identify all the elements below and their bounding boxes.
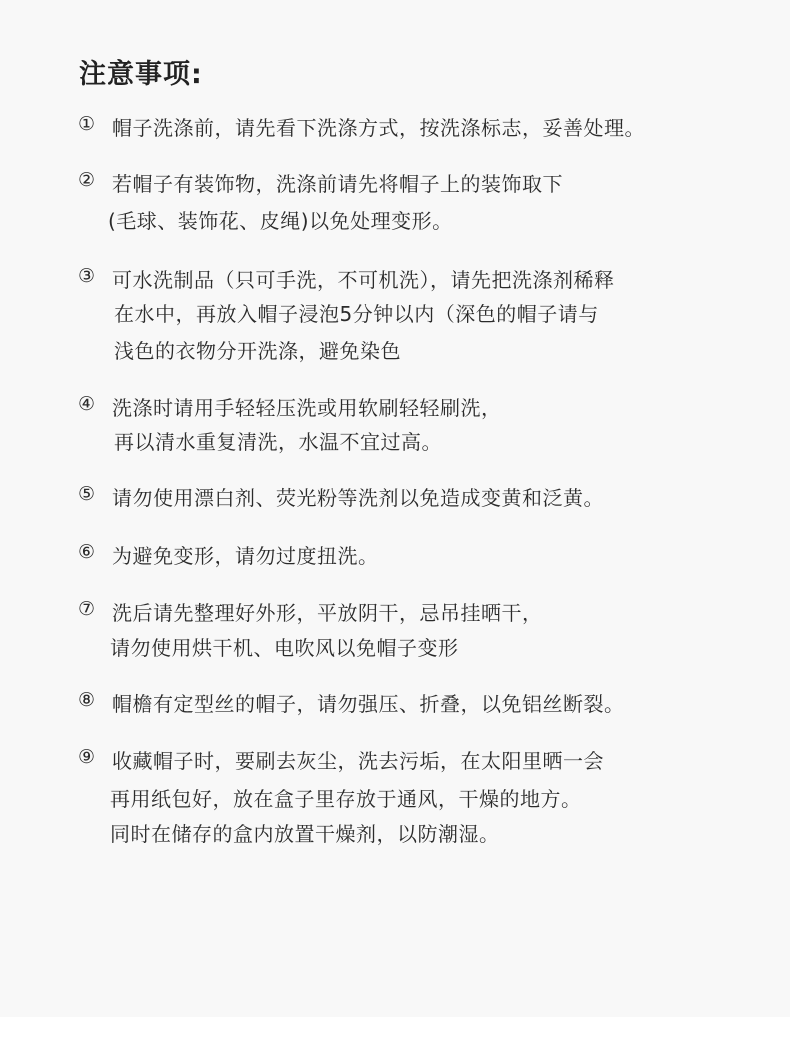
item-text-line: 同时在储存的盒内放置干燥剂，以防潮湿。 xyxy=(110,822,500,846)
item-number: ⑧ xyxy=(78,689,96,711)
item-number: ⑤ xyxy=(78,483,96,505)
item-text-line: 可水洗制品（只可手洗，不可机洗），请先把洗涤剂稀释 xyxy=(112,268,615,292)
item-number: ⑥ xyxy=(78,541,96,563)
item-text-line: 再用纸包好，放在盒子里存放于通风，干燥的地方。 xyxy=(110,787,582,811)
item-text-line: 收藏帽子时，要刷去灰尘，洗去污垢，在太阳里晒一会 xyxy=(112,749,604,773)
item-text-line: 若帽子有装饰物，洗涤前请先将帽子上的装饰取下 xyxy=(112,172,563,196)
item-number: ① xyxy=(78,113,96,135)
item-text-line: 再以清水重复清洗，水温不宜过高。 xyxy=(114,430,442,454)
item-number: ⑦ xyxy=(78,598,96,620)
item-text-line: (毛球、装饰花、皮绳)以免处理变形。 xyxy=(108,209,453,233)
item-text-line: 请勿使用漂白剂、荧光粉等洗剂以免造成变黄和泛黄。 xyxy=(112,486,604,510)
item-text-line: 为避免变形，请勿过度扭洗。 xyxy=(112,544,379,568)
item-text-line: 帽檐有定型丝的帽子，请勿强压、折叠，以免铝丝断裂。 xyxy=(112,692,625,716)
item-text-line: 洗涤时请用手轻轻压洗或用软刷轻轻刷洗， xyxy=(112,396,502,420)
bottom-margin xyxy=(0,1017,790,1062)
item-number: ② xyxy=(78,169,96,191)
item-number: ④ xyxy=(78,393,96,415)
item-text-line: 洗后请先整理好外形，平放阴干，忌吊挂晒干， xyxy=(112,601,543,625)
item-number: ③ xyxy=(78,265,96,287)
page-title: 注意事项: xyxy=(79,59,203,90)
item-number: ⑨ xyxy=(78,746,96,768)
item-text-line: 帽子洗涤前，请先看下洗涤方式，按洗涤标志，妥善处理。 xyxy=(112,116,645,140)
item-text-line: 浅色的衣物分开洗涤，避免染色 xyxy=(114,339,401,363)
item-text-line: 请勿使用烘干机、电吹风以免帽子变形 xyxy=(110,636,459,660)
item-text-line: 在水中，再放入帽子浸泡5分钟以内（深色的帽子请与 xyxy=(114,302,599,326)
